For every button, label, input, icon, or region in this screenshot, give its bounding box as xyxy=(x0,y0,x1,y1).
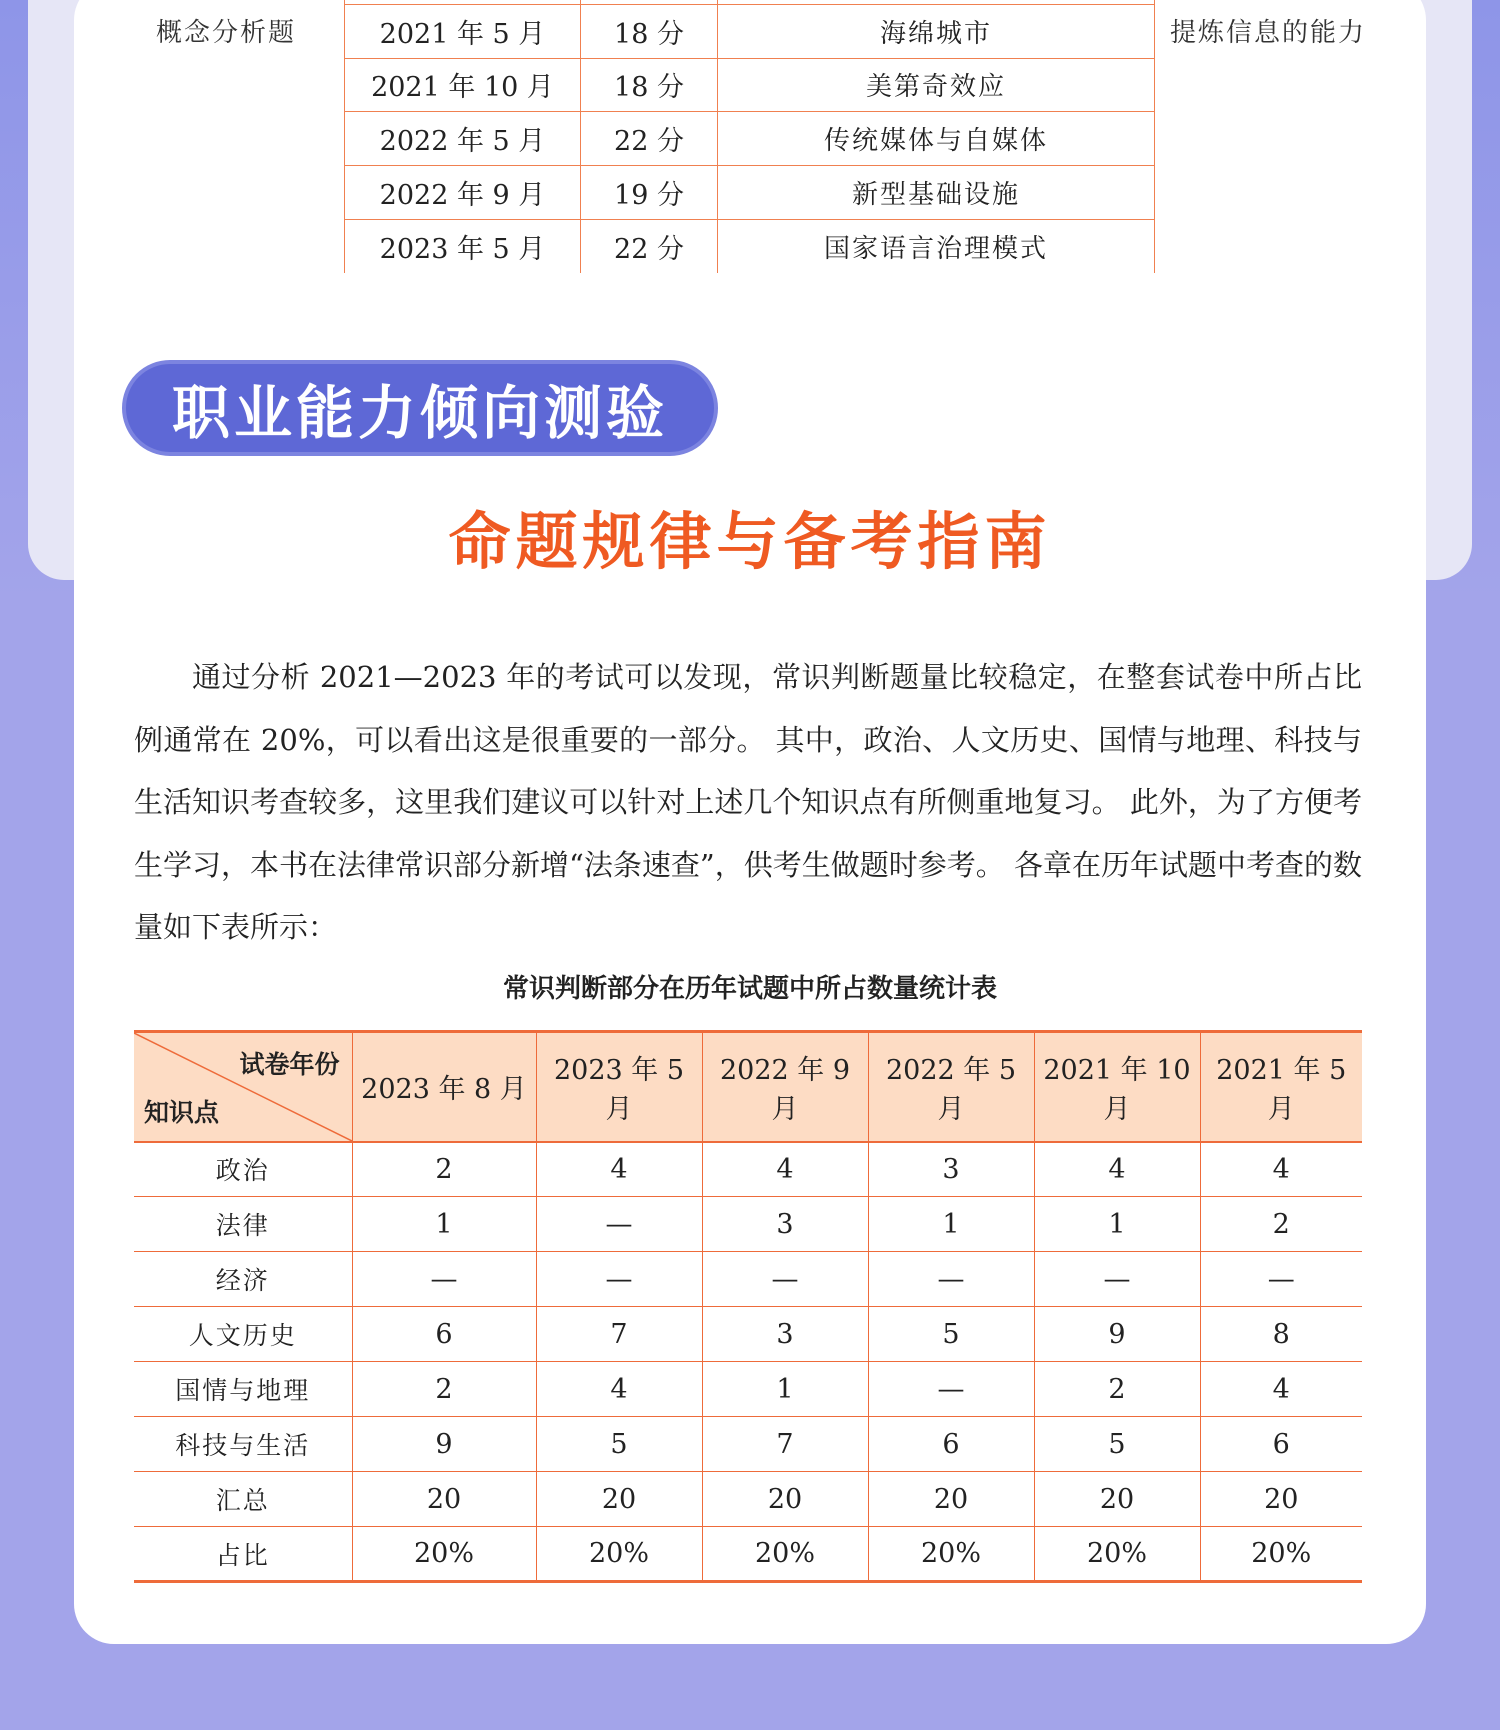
table-cell: 7 xyxy=(702,1417,868,1472)
table-cell: 3 xyxy=(702,1197,868,1252)
table-cell: 8 xyxy=(1200,1307,1362,1362)
section-title: 职业能力倾向测验 xyxy=(171,379,668,447)
corner-header-cell xyxy=(134,1032,352,1142)
page-subtitle: 命题规律与备考指南 xyxy=(448,505,1052,578)
table-cell: 1 xyxy=(352,1197,536,1252)
table-row xyxy=(134,1527,1362,1582)
table-cell: 20 xyxy=(1200,1472,1362,1527)
table-row xyxy=(134,1417,1362,1472)
exam-topic: 传统媒体与自媒体 xyxy=(718,112,1155,166)
row-label: 汇总 xyxy=(134,1472,352,1527)
exam-date: 2021 年 10 月 xyxy=(345,58,581,112)
row-label: 占比 xyxy=(134,1527,352,1582)
intro-paragraph: 通过分析 2021—2023 年的考试可以发现，常识判断题量比较稳定，在整套试卷中所占比例通常在 20%，可以看出这是很重要的一部分。 其中，政治、人文历史、国情与地理、科技与生活知识考查较多，这里我们建议可以针对上述几个知识点有所侧重地复习。 此外，为了方便考生学习，本书在法律常识部分新增“法条速查”，供考生做题时参考。 各章在历年试题中考查的数量如下表所示： xyxy=(134,660,1362,944)
row-label: 人文历史 xyxy=(134,1307,352,1362)
table-cell: 20 xyxy=(868,1472,1034,1527)
row-label: 国情与地理 xyxy=(134,1362,352,1417)
table-cell: 2 xyxy=(352,1362,536,1417)
exam-topic: 海绵城市 xyxy=(718,4,1155,58)
table-cell: 2 xyxy=(1034,1362,1200,1417)
table-cell: 1 xyxy=(868,1197,1034,1252)
exam-topic: 新型基础设施 xyxy=(718,166,1155,220)
table-cell: 20 xyxy=(352,1472,536,1527)
table-cell: 20% xyxy=(868,1527,1034,1582)
ability-label: 提炼信息的能力 xyxy=(1170,18,1367,48)
table-cell: 3 xyxy=(868,1142,1034,1197)
table-cell: 4 xyxy=(1034,1142,1200,1197)
column-header: 2021 年 5 月 xyxy=(1200,1032,1362,1142)
exam-date: 2022 年 5 月 xyxy=(345,112,581,166)
table-caption: 常识判断部分在历年试题中所占数量统计表 xyxy=(502,974,997,1004)
table-cell: 4 xyxy=(536,1142,702,1197)
corner-label-year: 试卷年份 xyxy=(239,1050,340,1079)
column-header: 2022 年 5 月 xyxy=(868,1032,1034,1142)
table-cell: — xyxy=(868,1252,1034,1307)
column-header: 2022 年 9 月 xyxy=(702,1032,868,1142)
exam-score: 22 分 xyxy=(581,112,718,166)
table-cell: 20% xyxy=(536,1527,702,1582)
table-cell: — xyxy=(352,1252,536,1307)
exam-date: 2021 年 5 月 xyxy=(345,4,581,58)
table-cell: 4 xyxy=(1200,1362,1362,1417)
table-cell: 1 xyxy=(1034,1197,1200,1252)
table-cell: 2 xyxy=(1200,1197,1362,1252)
table-row xyxy=(345,219,1155,273)
table-row xyxy=(345,112,1155,166)
table-cell: 20% xyxy=(702,1527,868,1582)
exam-score: 18 分 xyxy=(581,58,718,112)
table-cell: 9 xyxy=(352,1417,536,1472)
table-cell: 20 xyxy=(702,1472,868,1527)
table-cell: 20 xyxy=(1034,1472,1200,1527)
table-row xyxy=(134,1472,1362,1527)
table-row xyxy=(134,1142,1362,1197)
table-cell: 5 xyxy=(868,1307,1034,1362)
row-label: 法律 xyxy=(134,1197,352,1252)
row-label: 经济 xyxy=(134,1252,352,1307)
column-header: 2023 年 8 月 xyxy=(352,1032,536,1142)
section-title-badge xyxy=(122,360,718,456)
exam-score: 22 分 xyxy=(581,219,718,273)
table-cell: 1 xyxy=(702,1362,868,1417)
table-header-row xyxy=(134,1032,1362,1142)
column-header: 2023 年 5 月 xyxy=(536,1032,702,1142)
table-row xyxy=(134,1252,1362,1307)
exam-score: 19 分 xyxy=(581,166,718,220)
table-cell: 6 xyxy=(352,1307,536,1362)
table-cell: — xyxy=(702,1252,868,1307)
table-row xyxy=(345,58,1155,112)
table-cell: 20% xyxy=(1200,1527,1362,1582)
table-row xyxy=(345,4,1155,58)
exam-topic: 美第奇效应 xyxy=(718,58,1155,112)
table-row xyxy=(134,1197,1362,1252)
exam-history-table xyxy=(344,0,1155,273)
exam-score: 18 分 xyxy=(581,4,718,58)
table-cell: 6 xyxy=(1200,1417,1362,1472)
corner-label-topic: 知识点 xyxy=(144,1097,220,1127)
table-cell: 6 xyxy=(868,1417,1034,1472)
table-cell: — xyxy=(868,1362,1034,1417)
table-cell: 7 xyxy=(536,1307,702,1362)
table-row xyxy=(134,1307,1362,1362)
table-cell: 5 xyxy=(1034,1417,1200,1472)
table-row xyxy=(345,166,1155,220)
table-cell: 2 xyxy=(352,1142,536,1197)
table-cell: 5 xyxy=(536,1417,702,1472)
exam-date: 2023 年 5 月 xyxy=(345,219,581,273)
table-cell: — xyxy=(1200,1252,1362,1307)
table-cell: 4 xyxy=(702,1142,868,1197)
table-cell: 4 xyxy=(1200,1142,1362,1197)
statistics-table xyxy=(134,1030,1362,1583)
column-header: 2021 年 10 月 xyxy=(1034,1032,1200,1142)
table-cell: — xyxy=(536,1252,702,1307)
table-cell: — xyxy=(536,1197,702,1252)
table-cell: 20% xyxy=(352,1527,536,1582)
table-cell: — xyxy=(1034,1252,1200,1307)
table-cell: 20% xyxy=(1034,1527,1200,1582)
row-label: 科技与生活 xyxy=(134,1417,352,1472)
table-cell: 3 xyxy=(702,1307,868,1362)
exam-topic: 国家语言治理模式 xyxy=(718,219,1155,273)
table-row xyxy=(134,1362,1362,1417)
exam-date: 2022 年 9 月 xyxy=(345,166,581,220)
table-cell: 9 xyxy=(1034,1307,1200,1362)
table-cell: 20 xyxy=(536,1472,702,1527)
content-card xyxy=(74,0,1426,1644)
row-label: 政治 xyxy=(134,1142,352,1197)
table-cell: 4 xyxy=(536,1362,702,1417)
question-type-label: 概念分析题 xyxy=(156,18,297,48)
